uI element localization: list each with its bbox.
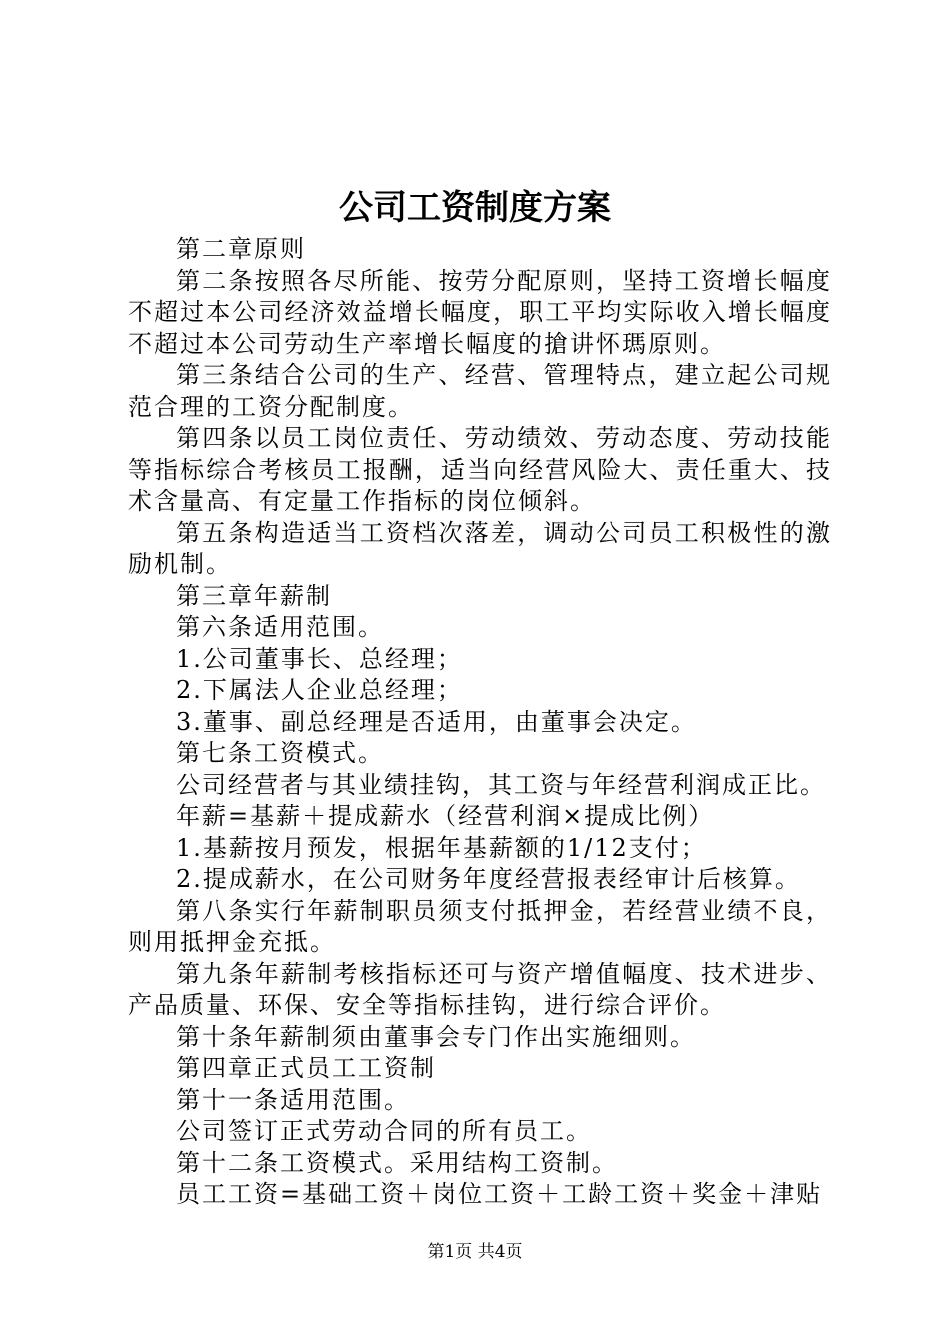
page-title: 公司工资制度方案: [339, 188, 611, 228]
paragraph: 第六条适用范围。: [176, 613, 384, 641]
paragraph: 员工工资=基础工资＋岗位工资＋工龄工资＋奖金＋津贴: [176, 1180, 823, 1208]
paragraph: 公司签订正式劳动合同的所有员工。: [176, 1117, 592, 1145]
paragraph: 第五条构造适当工资档次落差，调动公司员工积极性的激励机制。: [128, 518, 832, 578]
paragraph: 第四条以员工岗位责任、劳动绩效、劳动态度、劳动技能等指标综合考核员工报酬，适当向经营风险大、责任重大、技术含量高、有定量工作指标的岗位倾斜。: [128, 424, 832, 515]
paragraph: 第七条工资模式。: [176, 739, 384, 767]
paragraph: 第八条实行年薪制职员须支付抵押金，若经营业绩不良，则用抵押金充抵。: [128, 896, 832, 956]
paragraph: 第十二条工资模式。采用结构工资制。: [176, 1148, 618, 1177]
paragraph: 1.公司董事长、总经理；: [176, 644, 463, 673]
paragraph: 第三章年薪制: [176, 581, 332, 610]
paragraph: 3.董事、副总经理是否适用，由董事会决定。: [176, 707, 697, 736]
paragraph: 第三条结合公司的生产、经营、管理特点，建立起公司规范合理的工资分配制度。: [128, 361, 832, 421]
paragraph: 第九条年薪制考核指标还可与资产增值幅度、技术进步、产品质量、环保、安全等指标挂钩，进行综合评价。: [128, 959, 832, 1019]
paragraph: 2.提成薪水，在公司财务年度经营报表经审计后核算。: [176, 865, 801, 893]
paragraph: 第十一条适用范围。: [176, 1085, 410, 1114]
document-body: [128, 234, 832, 1211]
paragraph: 年薪=基薪＋提成薪水（经营利润×提成比例）: [176, 802, 715, 830]
paragraph: 第十条年薪制须由董事会专门作出实施细则。: [176, 1022, 696, 1051]
page-number: 第1页 共4页: [427, 1242, 523, 1262]
paragraph: 2.下属法人企业总经理；: [176, 676, 463, 704]
paragraph: 第二章原则: [176, 235, 306, 263]
paragraph: 第四章正式员工工资制: [176, 1054, 436, 1082]
paragraph: 1.基薪按月预发，根据年基薪额的1/12支付；: [176, 833, 707, 862]
paragraph: 公司经营者与其业绩挂钩，其工资与年经营利润成正比。: [176, 770, 826, 799]
paragraph: 第二条按照各尽所能、按劳分配原则，坚持工资增长幅度不超过本公司经济效益增长幅度，职工平均实际收入增长幅度不超过本公司劳动生产率增长幅度的搶讲怀瑪原则。: [128, 266, 832, 358]
